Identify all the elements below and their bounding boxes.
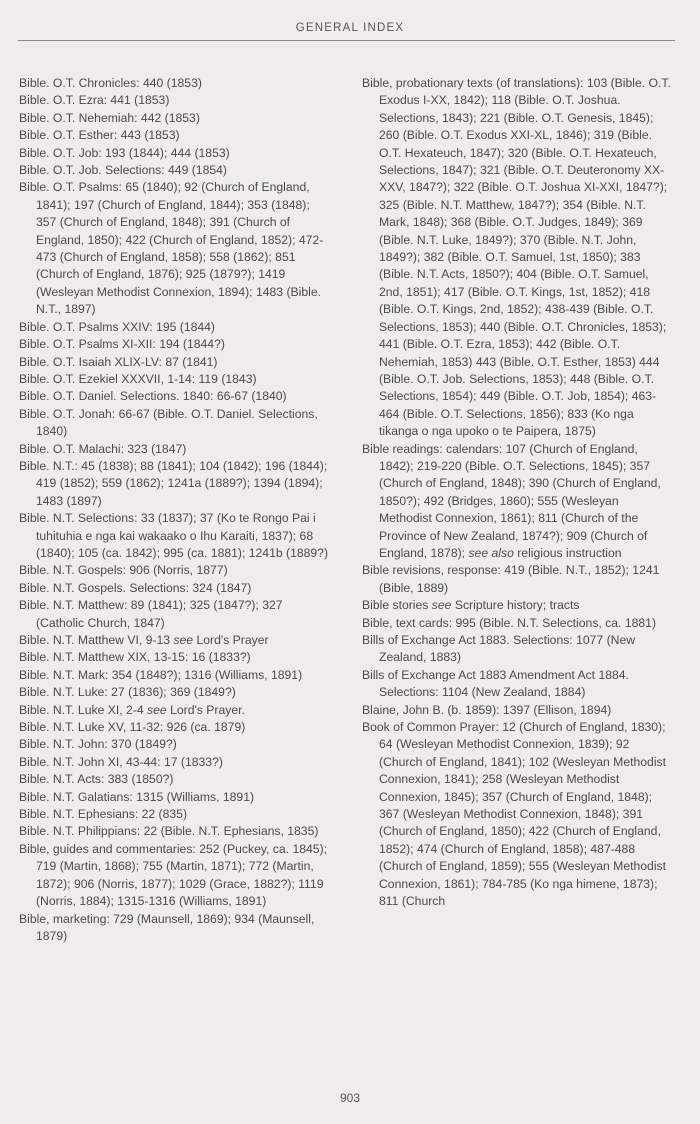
index-entry: Bible. O.T. Isaiah XLIX-LV: 87 (1841)	[19, 354, 218, 369]
index-entry-text: Bible readings: calendars: 107 (Church of England, 1842); 219-220 (Bible. O.T. Selections, 1845); 357 (Church of England, 1848); 390 (Church of England, 1850?); 492 (Bridges, 1860); 555 (Wesleyan Methodist Connexion, 1861); 811 (Church of the Province of New Zealand, 1874?); 909 (Church of England, 1878);	[362, 441, 661, 560]
index-entry: Bible. N.T. Matthew: 89 (1841); 325 (1847?); 327 (Catholic Church, 1847)	[19, 598, 283, 630]
index-entry: Bible. N.T. Matthew XIX, 13-15: 16 (1833?)	[19, 650, 251, 665]
index-entry: Bible. N.T. Acts: 383 (1850?)	[19, 772, 174, 787]
index-entry-text: religious instruction	[513, 545, 622, 560]
index-entry: Bible. O.T. Nehemiah: 442 (1853)	[19, 110, 200, 125]
index-entry: Bible. O.T. Ezra: 441 (1853)	[19, 93, 170, 108]
index-entry: Bible. O.T. Chronicles: 440 (1853)	[19, 76, 202, 90]
index-entry: Bible. N.T. Selections: 33 (1837); 37 (Ko te Rongo Pai i tuhituhia e nga kai wakaako o Ihu Karaiti, 1837); 68 (1840); 105 (ca. 1842); 995 (ca. 1881); 1241b (1889?)	[19, 511, 329, 560]
index-entry: Bible. O.T. Job. Selections: 449 (1854)	[19, 163, 227, 178]
index-entry: Blaine, John B. (b. 1859): 1397 (Ellison, 1894)	[362, 702, 612, 717]
index-entry: Bible. O.T. Malachi: 323 (1847)	[19, 441, 187, 456]
page-number: 903	[339, 1091, 361, 1105]
index-entry: Bible. N.T. Mark: 354 (1848?); 1316 (Williams, 1891)	[19, 667, 303, 682]
index-entry-text: Scripture history; tracts	[451, 598, 580, 613]
index-entry: Bible. O.T. Psalms XI-XII: 194 (1844?)	[19, 337, 225, 352]
index-entry	[362, 597, 674, 614]
index-entry	[19, 702, 331, 719]
index-entry: Bible. N.T.: 45 (1838); 88 (1841); 104 (1842); 196 (1844); 419 (1852); 559 (1862); 1241a (1889?); 1394 (1894); 1483 (1897)	[19, 458, 328, 508]
index-entry: Bible, marketing: 729 (Maunsell, 1869); 934 (Maunsell, 1879)	[19, 911, 315, 943]
cross-reference-term: see	[431, 598, 452, 613]
index-entry: Bible. O.T. Psalms: 65 (1840); 92 (Church of England, 1841); 197 (Church of England, 1844); 353 (1848); 357 (Church of England, 1848); 391 (Church of England, 1850); 422 (Church of England, 1852); 472-473 (Church of England, 1858); 558 (1862); 851 (Church of England, 1876); 925 (1879?); 1419 (Wesleyan Methodist Connexion, 1894); 1483 (Bible. N.T., 1897)	[19, 180, 324, 317]
cross-reference-term: see	[173, 633, 194, 647]
index-entry-text: Bible. N.T. Luke XI, 2-4	[19, 702, 148, 717]
index-entry: Bills of Exchange Act 1883 Amendment Act 1884. Selections: 1104 (New Zealand, 1884)	[362, 667, 629, 700]
cross-reference-term: see also	[468, 545, 514, 560]
index-entry: Bible. O.T. Psalms XXIV: 195 (1844)	[19, 319, 215, 334]
index-entry-text: Lord's Prayer	[193, 633, 269, 647]
index-entry: Bible. N.T. Luke XV, 11-32: 926 (ca. 1879)	[19, 720, 246, 735]
index-entry: Bible. N.T. Galatians: 1315 (Williams, 1891)	[19, 789, 255, 804]
index-column-right	[362, 75, 674, 911]
index-entry	[362, 441, 674, 563]
index-entry: Bible, guides and commentaries: 252 (Puckey, ca. 1845); 719 (Martin, 1868); 755 (Martin, 1871); 772 (Martin, 1872); 906 (Norris, 1877); 1029 (Grace, 1882?); 1119 (Norris, 1884); 1315-1316 (Williams, 1891)	[19, 841, 328, 909]
index-entry: Bible. O.T. Jonah: 66-67 (Bible. O.T. Daniel. Selections, 1840)	[19, 406, 318, 439]
index-entry: Bills of Exchange Act 1883. Selections: 1077 (New Zealand, 1883)	[362, 633, 636, 665]
index-entry: Bible, text cards: 995 (Bible. N.T. Selections, ca. 1881)	[362, 615, 656, 630]
index-entry: Bible. N.T. Gospels: 906 (Norris, 1877)	[19, 563, 228, 578]
index-entry: Bible. N.T. John: 370 (1849?)	[19, 737, 177, 752]
index-entry: Bible. N.T. Luke: 27 (1836); 369 (1849?)	[19, 685, 236, 700]
index-entry: Bible. N.T. Philippians: 22 (Bible. N.T. Ephesians, 1835)	[19, 824, 319, 839]
index-entry: Bible. N.T. John XI, 43-44: 17 (1833?)	[19, 754, 223, 769]
index-entry: Bible. N.T. Gospels. Selections: 324 (1847)	[19, 580, 252, 595]
index-entry: Bible. N.T. Ephesians: 22 (835)	[19, 807, 188, 822]
index-entry: Bible. O.T. Esther: 443 (1853)	[19, 128, 180, 143]
index-entry: Bible revisions, response: 419 (Bible. N.T., 1852); 1241 (Bible, 1889)	[362, 563, 660, 595]
header-rule	[18, 40, 675, 41]
running-head: GENERAL INDEX	[295, 22, 405, 34]
index-entry: Bible. O.T. Daniel. Selections. 1840: 66-67 (1840)	[19, 389, 287, 404]
index-entry: Bible. O.T. Ezekiel XXXVII, 1-14: 119 (1843)	[19, 371, 257, 386]
cross-reference-term: see	[147, 702, 167, 717]
index-entry-text: Bible stories	[362, 598, 432, 613]
index-entry: Bible. O.T. Job: 193 (1844); 444 (1853)	[19, 145, 230, 160]
index-entry: Book of Common Prayer: 12 (Church of England, 1830); 64 (Wesleyan Methodist Connexion, 1839); 92 (Church of England, 1841); 102 (Wesleyan Methodist Connexion, 1841); 258 (Wesleyan Methodist Connexion, 1845); 357 (Church of England, 1848); 367 (Wesleyan Methodist Connexion, 1848); 391 (Church of England, 1850); 422 (Church of England, 1852); 474 (Church of England, 1858); 487-488 (Church of England, 1859); 555 (Wesleyan Methodist Connexion, 1861); 784-785 (Ko nga himene, 1873); 811 (Church	[362, 720, 667, 909]
index-entry: Bible, probationary texts (of translations): 103 (Bible. O.T. Exodus I-XX, 1842); 118 (Bible. O.T. Joshua. Selections, 1843); 221 (Bible. O.T. Genesis, 1845); 260 (Bible. O.T. Exodus XXI-XL, 1846); 319 (Bible. O.T. Hexateuch, 1847); 320 (Bible. O.T. Hexateuch, Selections, 1847); 321 (Bible. O.T. Deuteronomy XX-XXV, 1847?); 322 (Bible. O.T. Joshua XI-XXI, 1847?); 325 (Bible. N.T. Matthew, 1847?); 354 (Bible. N.T. Mark, 1848); 368 (Bible. O.T. Judges, 1849); 369 (Bible. N.T. Luke, 1849?); 370 (Bible. N.T. John, 1849?); 382 (Bible. O.T. Samuel, 1st, 1850); 383 (Bible. N.T. Acts, 1850?); 404 (Bible. O.T. Samuel, 2nd, 1851); 417 (Bible. O.T. Kings, 1st, 1852); 418 (Bible. O.T. Kings, 2nd, 1852); 438-439 (Bible. O.T. Selections, 1853); 440 (Bible. O.T. Chronicles, 1853); 441 (Bible. O.T. Ezra, 1853); 442 (Bible. O.T. Nehemiah, 1853) 443 (Bible. O.T. Esther, 1853) 444 (Bible. O.T. Job. Selections, 1853); 448 (Bible. O.T. Selections, 1854); 449 (Bible. O.T. Job, 1854); 463-464 (Bible. O.T. Selections, 1856); 833 (Ko nga tikanga o nga upoko o te Paipera, 1875)	[362, 76, 671, 439]
index-entry-text: Lord's Prayer.	[166, 702, 245, 717]
index-entry-text: Bible. N.T. Matthew VI, 9-13	[19, 633, 174, 647]
index-entry	[19, 632, 331, 649]
index-column-left	[19, 75, 331, 945]
